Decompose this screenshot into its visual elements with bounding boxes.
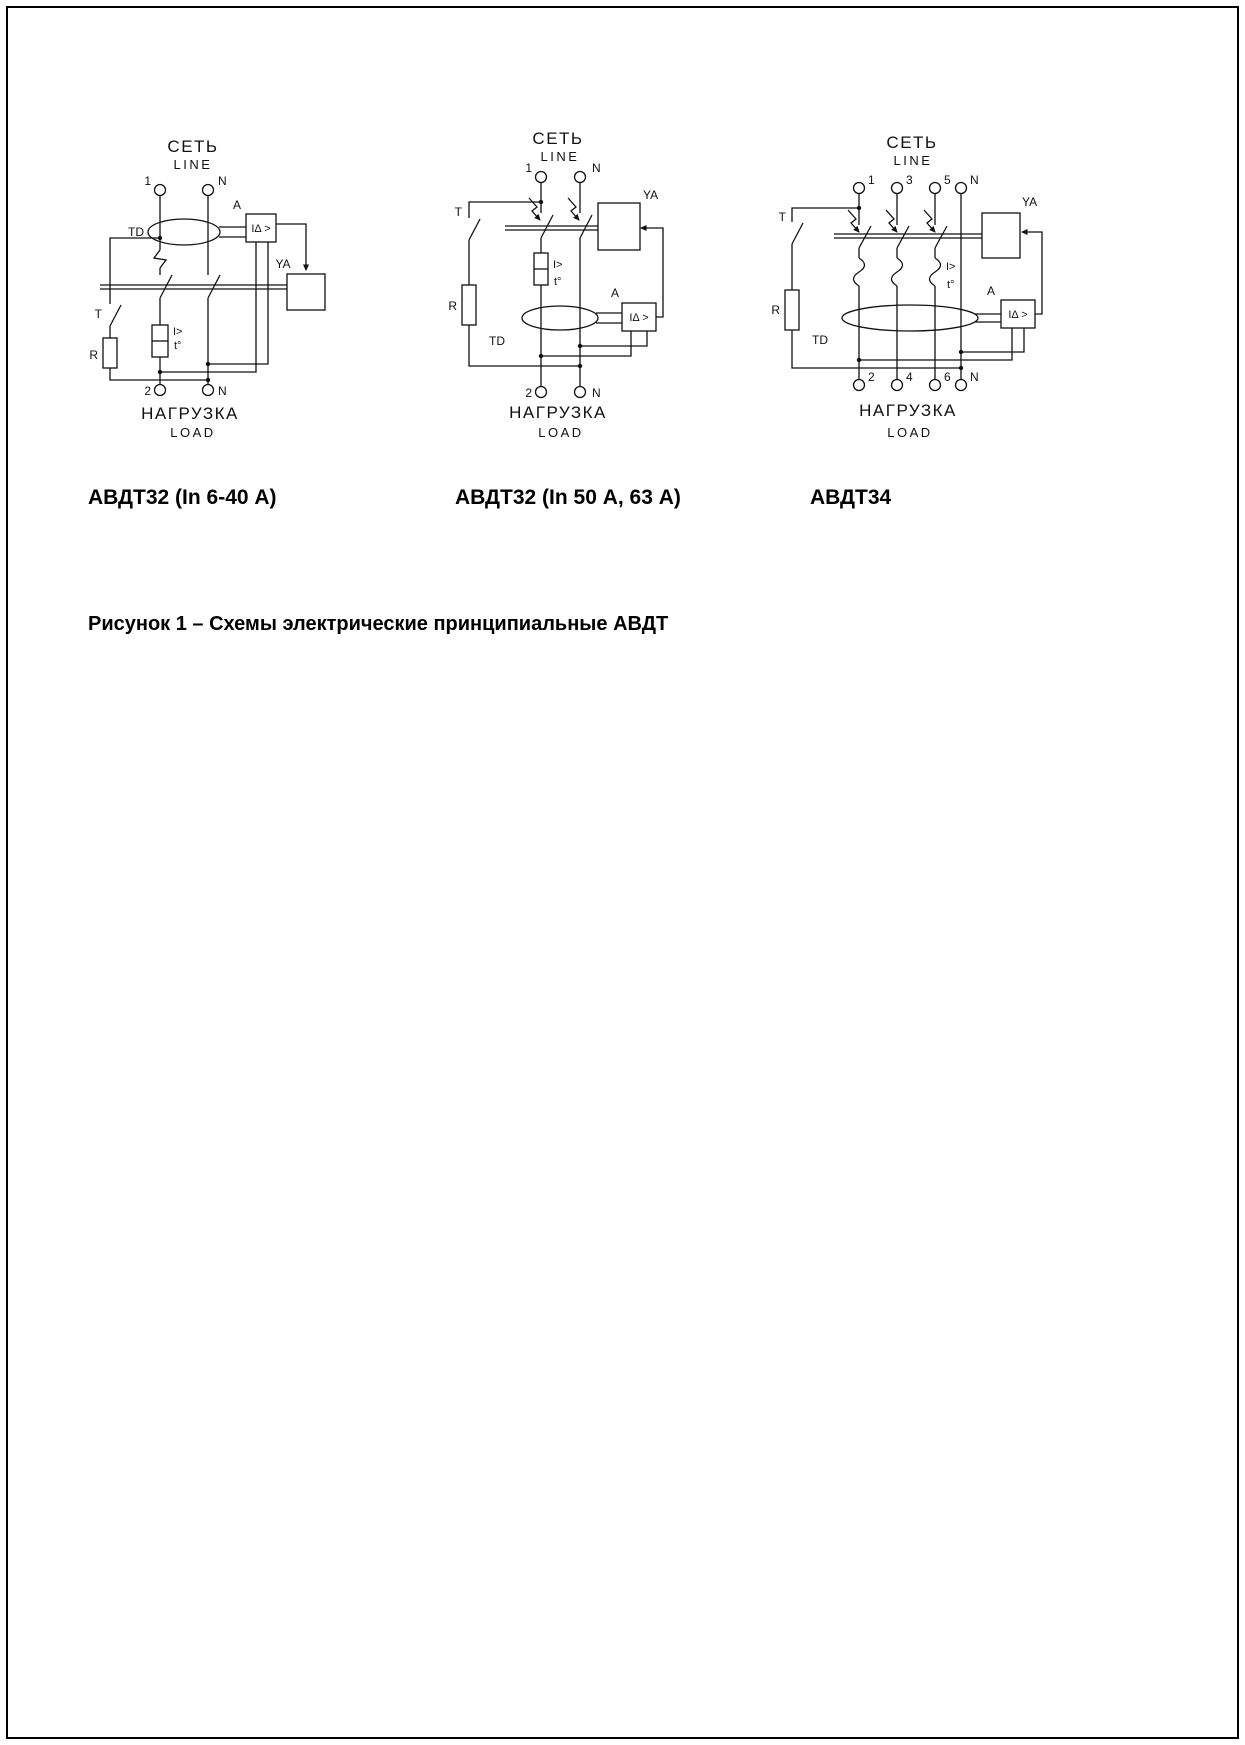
thermal-label: t° bbox=[947, 279, 955, 291]
resistor-label: R bbox=[89, 348, 98, 362]
td-transformer bbox=[148, 219, 220, 245]
trip-bar bbox=[834, 234, 982, 238]
wiring bbox=[785, 183, 1042, 391]
wiring bbox=[462, 172, 663, 398]
load-ru-label: НАГРУЗКА bbox=[859, 401, 957, 420]
load-en-label: LOAD bbox=[170, 425, 216, 440]
terminal-label: N bbox=[970, 173, 979, 187]
breaker-contact-polen bbox=[208, 275, 220, 298]
trip-bar bbox=[100, 285, 287, 289]
terminal-5 bbox=[930, 183, 941, 194]
terminal-label: N bbox=[970, 370, 979, 384]
net-label: СЕТЬ bbox=[532, 129, 584, 148]
amplifier-label: A bbox=[986, 284, 996, 298]
electronics-supply-leads bbox=[859, 328, 1024, 360]
terminal-label: 2 bbox=[868, 370, 875, 384]
td-secondary-leads bbox=[975, 314, 1001, 322]
test-resistor-box bbox=[785, 290, 799, 330]
amplifier-label: A bbox=[610, 286, 620, 300]
load-ru-label: НАГРУЗКА bbox=[141, 404, 239, 423]
schematic-avdt32-50-63 bbox=[435, 118, 685, 453]
net-label: СЕТЬ bbox=[886, 133, 938, 152]
terminal-n-top bbox=[956, 183, 967, 194]
terminal-1 bbox=[536, 172, 547, 183]
test-button-contact bbox=[110, 305, 121, 326]
resistor-label: R bbox=[771, 303, 780, 317]
terminal-2 bbox=[536, 387, 547, 398]
terminal-n-top bbox=[203, 185, 214, 196]
overcurrent-label: I> bbox=[946, 261, 956, 273]
thermal-release-phase3 bbox=[892, 258, 903, 286]
overcurrent-label: I> bbox=[553, 259, 563, 271]
test-resistor-box bbox=[103, 338, 117, 368]
breaker-contact-phase1 bbox=[859, 226, 871, 248]
test-label: T bbox=[94, 307, 102, 321]
td-transformer bbox=[522, 306, 598, 330]
ya-electromagnet-box bbox=[598, 203, 640, 250]
terminal-4 bbox=[892, 380, 903, 391]
schematic-avdt34 bbox=[762, 118, 1062, 453]
thermal-label: t° bbox=[174, 340, 182, 352]
schematic-avdt32-6-40 bbox=[80, 128, 350, 458]
td-label: TD bbox=[489, 334, 505, 348]
test-resistor-box bbox=[462, 285, 476, 325]
test-label: T bbox=[454, 205, 462, 219]
terminal-label: 6 bbox=[944, 370, 951, 384]
thermal-label: t° bbox=[554, 276, 562, 288]
test-label: T bbox=[778, 210, 786, 224]
terminal-6 bbox=[930, 380, 941, 391]
line-label: LINE bbox=[540, 149, 580, 164]
terminal-label: N bbox=[592, 386, 601, 400]
terminal-label: 2 bbox=[525, 386, 532, 400]
diff-current-label: IΔ > bbox=[251, 223, 271, 235]
diff-current-label: IΔ > bbox=[1008, 309, 1028, 321]
diff-current-label: IΔ > bbox=[629, 312, 649, 324]
terminal-label: 5 bbox=[944, 173, 951, 187]
td-label: TD bbox=[812, 333, 828, 347]
release-arrow-polen bbox=[568, 198, 579, 220]
terminal-label: 3 bbox=[906, 173, 913, 187]
figure-caption: Рисунок 1 – Схемы электрические принципиальные АВДТ bbox=[88, 613, 669, 635]
test-button-contact bbox=[469, 219, 480, 240]
magnetic-release-symbol bbox=[154, 250, 166, 268]
terminal-label: N bbox=[592, 161, 601, 175]
terminal-label: 2 bbox=[144, 384, 151, 398]
terminal-label: N bbox=[218, 384, 227, 398]
td-secondary-leads bbox=[596, 313, 622, 323]
thermal-release-phase5 bbox=[930, 258, 941, 286]
electronics-supply-leads bbox=[160, 242, 268, 372]
terminal-n-bottom bbox=[203, 385, 214, 396]
terminal-3 bbox=[892, 183, 903, 194]
td-secondary-leads bbox=[219, 227, 246, 237]
load-en-label: LOAD bbox=[538, 425, 584, 440]
overcurrent-label: I> bbox=[173, 326, 183, 338]
caption-avdt34: АВДТ34 bbox=[810, 486, 892, 509]
td-transformer bbox=[842, 305, 978, 331]
breaker-contact-phase3 bbox=[897, 226, 909, 248]
breaker-contact-pole1 bbox=[160, 275, 172, 298]
release-arrow-phase1 bbox=[848, 210, 859, 232]
trip-bar bbox=[505, 226, 598, 230]
ya-electromagnet-box bbox=[982, 213, 1020, 258]
ya-label: YA bbox=[275, 257, 291, 271]
terminal-label: 1 bbox=[868, 173, 875, 187]
ya-label: YA bbox=[1022, 195, 1038, 209]
line-label: LINE bbox=[173, 157, 213, 172]
terminal-n-bottom bbox=[575, 387, 586, 398]
wiring bbox=[100, 185, 325, 396]
terminal-1 bbox=[854, 183, 865, 194]
thermal-release-phase1 bbox=[854, 258, 865, 286]
terminal-n-top bbox=[575, 172, 586, 183]
ya-electromagnet-box bbox=[287, 274, 325, 310]
terminal-label: 4 bbox=[906, 370, 913, 384]
line-label: LINE bbox=[893, 153, 933, 168]
caption-avdt32-50-63: АВДТ32 (In 50 А, 63 А) bbox=[455, 486, 681, 509]
caption-avdt32-6-40: АВДТ32 (In 6-40 А) bbox=[88, 486, 277, 509]
terminal-label: N bbox=[218, 174, 227, 188]
electronics-supply-leads bbox=[541, 331, 647, 356]
junction-dots bbox=[158, 236, 210, 382]
release-arrow-phase3 bbox=[886, 210, 897, 232]
load-en-label: LOAD bbox=[887, 425, 933, 440]
net-label: СЕТЬ bbox=[167, 137, 219, 156]
terminal-n-bottom bbox=[956, 380, 967, 391]
ya-label: YA bbox=[643, 188, 659, 202]
load-ru-label: НАГРУЗКА bbox=[509, 403, 607, 422]
terminal-label: 1 bbox=[525, 161, 532, 175]
td-label: TD bbox=[128, 225, 144, 239]
release-arrow-pole1 bbox=[529, 198, 540, 220]
resistor-label: R bbox=[448, 299, 457, 313]
terminal-2 bbox=[854, 380, 865, 391]
terminal-label: 1 bbox=[144, 174, 151, 188]
amplifier-label: A bbox=[232, 198, 242, 212]
terminal-2 bbox=[155, 385, 166, 396]
terminal-1 bbox=[155, 185, 166, 196]
test-button-contact bbox=[792, 223, 803, 244]
breaker-contact-phase5 bbox=[935, 226, 947, 248]
release-arrow-phase5 bbox=[924, 210, 935, 232]
